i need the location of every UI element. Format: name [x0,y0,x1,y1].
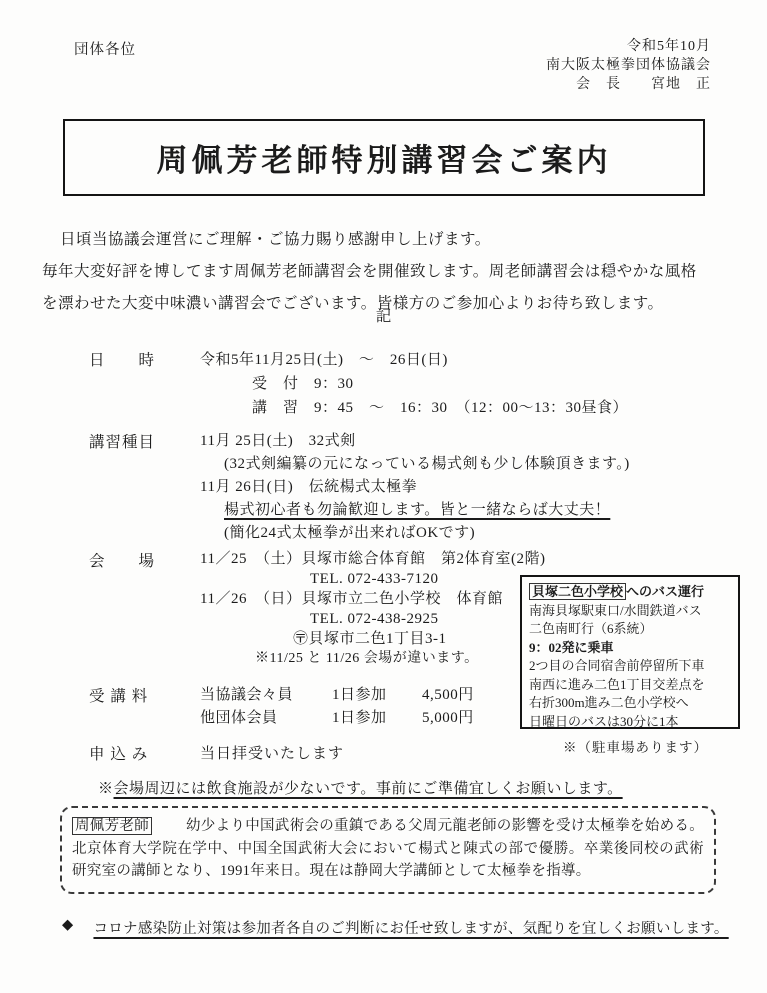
food-note-mark: ※ [98,781,114,797]
schedule-session: 講 習 9：45 ～ 16：30 （12：00～13：30昼食） [252,400,629,416]
organization-name: 南大阪太極拳団体協議会 [546,58,711,73]
venue-content [200,549,545,669]
food-note-text: 会場周辺には飲食施設が少ないです。事前にご準備宜しくお願いします。 [113,781,623,797]
schedule-content [200,348,628,420]
diamond-bullet-icon: ◆ [62,917,74,933]
venue-day1: 11／25 （土）貝塚市総合体育館 第2体育室(2階) [200,551,546,567]
fee-participation: 1日参加 [332,710,387,726]
page-title: 周佩芳老師特別講習会ご案内 [156,143,612,178]
venue-address: 貝塚市二色1丁目3-1 [308,631,447,647]
fee-price: 5,000円 [422,710,474,726]
bus-departure: 9：02発に乗車 [529,639,614,655]
recipient: 団体各位 [74,42,136,58]
schedule-dates: 令和5年11月25日(土) ～ 26日(日) [200,352,448,368]
program-label: 講習種目 [89,434,156,451]
fee-participation: 1日参加 [332,687,387,703]
fees-label: 受 講 料 [89,688,149,705]
bus-route-line-2: 二色南町行（6系統） [529,621,653,636]
bus-info-title: 貝塚二色小学校 へのバス運行 [529,583,731,602]
schedule-reception: 受 付 9：30 [252,376,354,392]
covid-note [62,917,729,938]
covid-note-text: コロナ感染防止対策は参加者各自のご判断にお任せ致しますが、気配りを宜しくお願いします。 [93,921,729,937]
greeting-line-3: を漂わせた大変中味濃い講習会でございます。皆様方のご参加心よりお待ち致します。 [42,295,664,312]
postal-mark-icon: 〶 [293,631,309,647]
teacher-bio-text: 幼少より中国武術会の重鎮である父周元龍老師の影響を受け太極拳を始める。北京体育大学院在学中、中国全国武術大会において楊式と陳式の部で優勝。卒業後同校の武術研究室の講師となり、1991年来日。現在は静岡大学講師として太極拳を指導。 [72,818,704,879]
teacher-bio-box [60,806,716,894]
application-value: 当日拝受いたします [200,746,345,762]
header-right-block [546,37,711,94]
program-day1-note: (32式剣編纂の元になっている楊式剣も少し体験頂きます。) [224,456,630,472]
bus-stop-line: 2つ目の合同宿舎前停留所下車 [529,658,705,673]
venue-day2: 11／26 （日）貝塚市立二色小学校 体育館 [200,591,503,607]
program-day2-note: (簡化24式太極拳が出来ればOKです) [224,525,476,541]
record-marker: 記 [375,308,392,325]
president-line: 会 長 宮地 正 [576,77,711,92]
venue-day1-tel: TEL. 072-433-7120 [310,571,439,587]
application-label: 申 込 み [89,746,149,763]
venue-note: ※11/25 と 11/26 会場が違います。 [255,651,479,666]
program-day2: 11月 26日(日) 伝統楊式太極拳 [200,479,418,495]
fee-row [200,684,474,707]
fee-member-type: 他団体会員 [200,710,278,726]
teacher-name: 周佩芳老師 [72,817,152,835]
bus-walk-line-2: 右折300m進み二色小学校へ [529,695,689,710]
schedule-label: 日 時 [89,352,156,369]
program-content [200,430,630,545]
bus-info-box [520,575,740,729]
program-day1: 11月 25日(土) 32式剣 [200,433,356,449]
food-note [98,777,623,798]
greeting-line-2: 毎年大変好評を博してます周佩芳老師講習会を開催致します。周老師講習会は穏やかな風格 [42,263,697,280]
program-day2-welcome: 楊式初心者も勿論歓迎します。皆と一緒ならば大丈夫！ [224,502,611,518]
bus-school-name: 貝塚二色小学校 [529,583,626,600]
greeting-line-1: 日頃当協議会運営にご理解・ご協力賜り感謝申し上げます。 [60,231,491,248]
title-box [63,119,705,196]
fee-member-type: 当協議会々員 [200,687,294,703]
bus-route-line-1: 南海貝塚駅東口/水間鉄道バス [529,602,702,618]
parking-note: ※（駐車場あります） [563,740,708,755]
fee-row [200,707,474,730]
fees-table [200,684,474,730]
venue-label: 会 場 [89,553,156,570]
venue-address-line [200,629,545,649]
fee-price: 4,500円 [422,687,474,703]
bus-walk-line-1: 南西に進み二色1丁目交差点を [529,676,705,692]
bus-frequency: 日曜日のバスは30分に1本 [529,713,679,729]
venue-day2-tel: TEL. 072-438-2925 [310,611,439,627]
issue-date: 令和5年10月 [627,39,711,54]
